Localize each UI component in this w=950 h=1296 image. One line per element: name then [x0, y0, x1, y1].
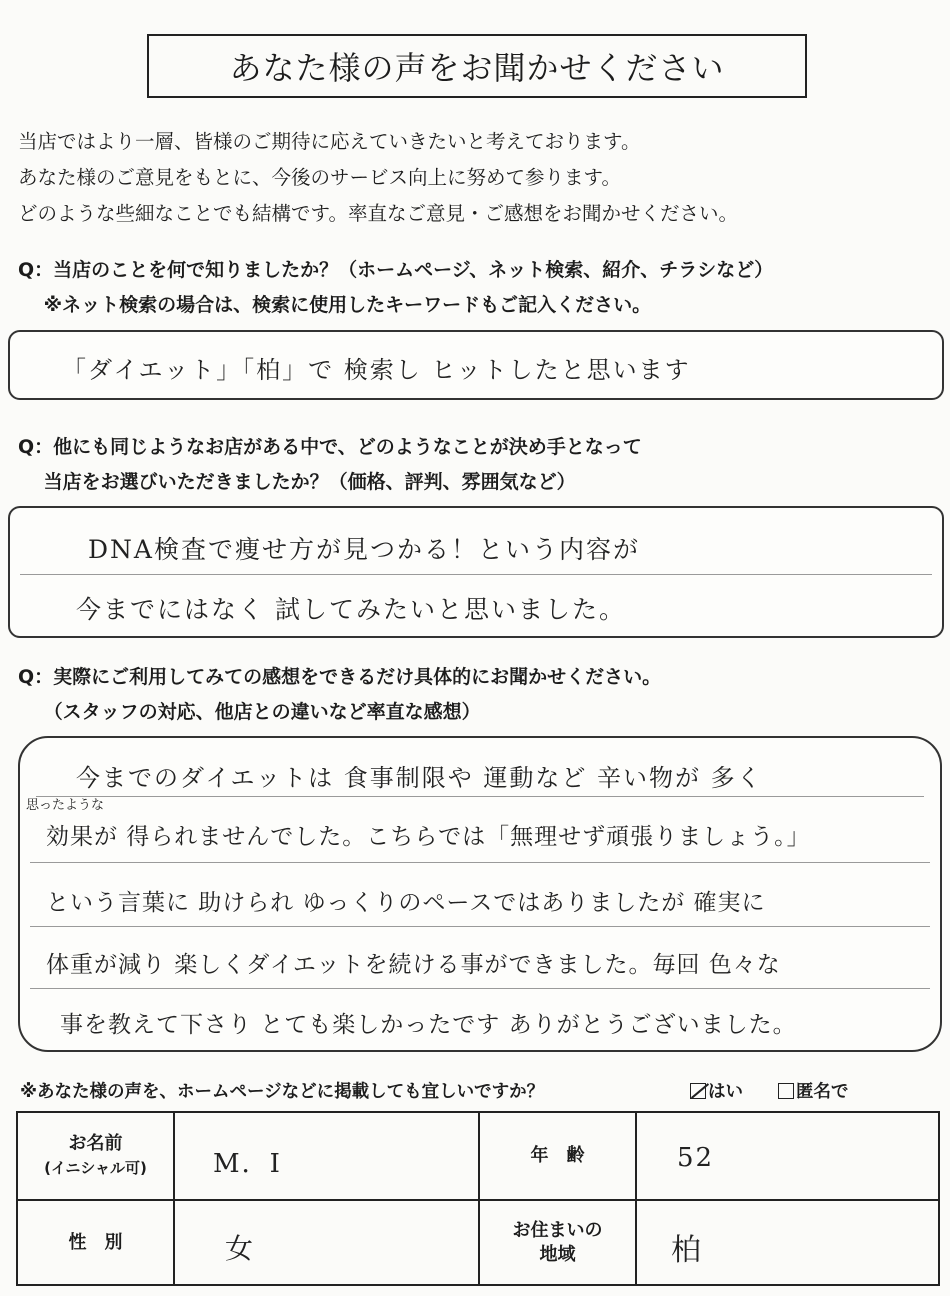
consent-yes-option[interactable] — [690, 1078, 743, 1103]
answer-2-box[interactable] — [8, 506, 944, 638]
age-label: 年 齢 — [530, 1145, 585, 1166]
answer-rule — [30, 862, 930, 863]
answer-3-line: 効果が 得られませんでした。こちらでは「無理せず頑張りましょう。」 — [46, 824, 811, 850]
gender-label-cell — [17, 1200, 174, 1285]
checkbox-checked-icon[interactable] — [690, 1083, 706, 1099]
intro-line: どのような些細なことでも結構です。率直なご意見・ご感想をお聞かせください。 — [18, 202, 738, 225]
age-label-cell — [479, 1112, 636, 1200]
area-field[interactable] — [636, 1200, 939, 1285]
profile-table — [16, 1111, 940, 1286]
consent-question: ※あなた様の声を、ホームページなどに掲載しても宜しいですか？ — [20, 1082, 545, 1102]
question-3-line2: （スタッフの対応、他店との違いなど率直な感想） — [18, 701, 481, 723]
answer-rule — [30, 926, 930, 927]
answer-2-line: 今までにはなく 試してみたいと思いました。 — [76, 595, 626, 624]
area-label-line2: 地域 — [539, 1243, 576, 1265]
name-label-cell — [17, 1112, 174, 1200]
question-2-line2: 当店をお選びいただきましたか？（価格、評判、雰囲気など） — [18, 471, 576, 493]
answer-3-line: 体重が減り 楽しくダイエットを続ける事ができました。毎回 色々な — [46, 952, 781, 978]
gender-field[interactable] — [174, 1200, 479, 1285]
answer-3-insert: 思ったような — [26, 798, 105, 813]
area-label-cell — [479, 1200, 636, 1285]
answer-2-line: DNA検査で痩せ方が見つかる！という内容が — [88, 535, 640, 564]
question-2 — [18, 430, 642, 500]
gender-value: 女 — [225, 1232, 256, 1265]
question-1 — [18, 253, 773, 323]
gender-label: 性 別 — [68, 1231, 123, 1253]
name-sublabel: (イニシャル可) — [44, 1159, 147, 1177]
answer-rule — [36, 796, 924, 797]
name-value: M．I — [213, 1149, 282, 1179]
intro-line: 当店ではより一層、皆様のご期待に応えていきたいと考えております。 — [18, 130, 641, 153]
consent-yes-label: はい — [708, 1082, 743, 1102]
question-1-line1: Q：当店のことを何で知りましたか？（ホームページ、ネット検索、紹介、チラシなど） — [18, 259, 774, 281]
page-title: あなた様の声をお聞かせください — [147, 34, 807, 98]
question-1-line2: ※ネット検索の場合は、検索に使用したキーワードもご記入ください。 — [18, 294, 652, 316]
answer-rule — [30, 988, 930, 989]
area-label: お住まいの — [512, 1219, 603, 1241]
intro-line: あなた様のご意見をもとに、今後のサービス向上に努めて参ります。 — [18, 166, 621, 189]
age-field[interactable] — [636, 1112, 939, 1200]
checkbox-icon[interactable] — [778, 1083, 794, 1099]
consent-anon-option[interactable] — [778, 1078, 849, 1103]
answer-3-line: 今までのダイエットは 食事制限や 運動など 辛い物が 多く — [76, 764, 763, 792]
question-3 — [18, 660, 661, 730]
name-label: お名前 — [68, 1133, 123, 1154]
answer-rule — [20, 574, 932, 575]
area-value: 柏 — [671, 1233, 703, 1268]
name-field[interactable] — [174, 1112, 479, 1200]
intro-text — [18, 124, 943, 232]
age-value: 52 — [677, 1143, 715, 1173]
question-3-line1: Q：実際にご利用してみての感想をできるだけ具体的にお聞かせください。 — [18, 666, 662, 688]
answer-3-box[interactable] — [18, 736, 942, 1052]
consent-anon-label: 匿名で — [796, 1082, 849, 1102]
answer-3-line: という言葉に 助けられ ゆっくりのペースではありましたが 確実に — [46, 890, 766, 916]
question-2-line1: Q：他にも同じようなお店がある中で、どのようなことが決め手となって — [18, 436, 642, 458]
answer-1-text: 「ダイエット」「柏」で 検索し ヒットしたと思います — [62, 356, 691, 384]
answer-1-box[interactable] — [8, 330, 944, 400]
answer-3-line: 事を教えて下さり とても楽しかったです ありがとうございました。 — [60, 1012, 797, 1038]
